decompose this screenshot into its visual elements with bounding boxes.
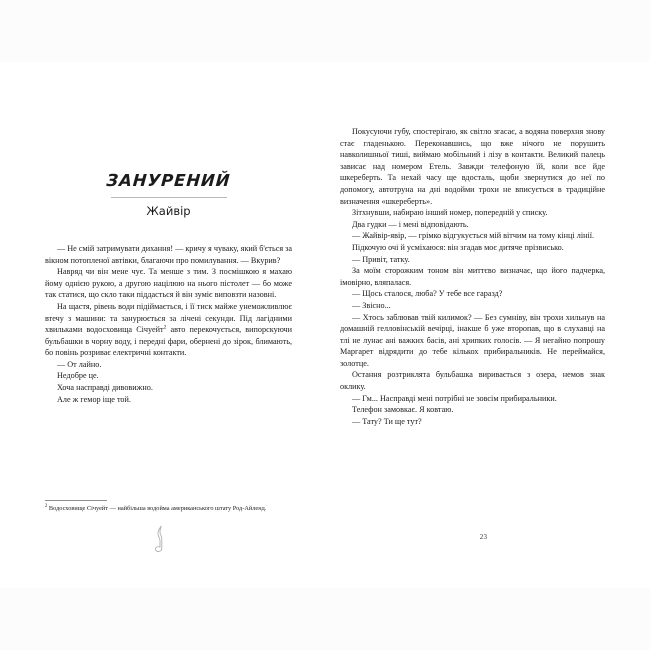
footnote-marker: 2 [45, 503, 48, 509]
footnote-text [45, 505, 292, 514]
footnote-divider [45, 500, 107, 501]
chapter-title: ЗАНУРЕНИЙ [105, 171, 232, 190]
dialogue-line: — Гм... Насправді мені потрібні не зовсім прибиральники. [352, 393, 557, 403]
chapter-divider [111, 197, 227, 198]
dialogue-line: — Жайвір-явір, — грімко відгукується мій вітчим на тому кінці лінії. [352, 231, 595, 241]
dialogue-line: Хоча насправді дивовижно. [57, 383, 153, 393]
paragraph [45, 301, 292, 359]
paragraph: Телефон замовкає. Я ковтаю. [352, 405, 454, 415]
footnote-block [45, 500, 292, 514]
dialogue-line: Недобре це. [57, 371, 99, 381]
paragraph: Два гудки — і мені відповідають. [352, 219, 469, 229]
paragraph: Покусуючи губу, спостерігаю, як світло згасає, а водяна поверхня знову стає гладенькою. Переконавшись, що вже нічого не порушить навколишньої тиші, виймаю мобільний і лізу в контакти. Великий палець зависає над номером Етель. Завжди телефоную їй, коли все йде шкереберть. Та нехай часу ще вдосталь, щоби звернутися до неї по допомогу, автотруна на дні водойми трохи не вписується в традиційне визначення «шкереберть». [340, 127, 605, 206]
paragraph-text: На щастя, рівень води підіймається, і її тиск майже унеможливлює втечу з машини: та занурюється за лічені секунди. Під лагідними хвильками водосховища Січуейт [45, 301, 292, 335]
right-page [325, 0, 650, 650]
dialogue-line: — Тату? Ти ще тут? [352, 416, 422, 426]
left-page-body [45, 243, 292, 405]
paragraph: — Не смій затримувати дихання! — кричу я чуваку, який б'ється за вікном потопленої автівки, благаючи про помилування. — Вкурив? [45, 243, 293, 265]
dialogue-line: — Щось сталося, люба? У тебе все гаразд? [352, 289, 503, 299]
page-number: 23 [479, 533, 488, 541]
paragraph: Навряд чи він мене чує. Та менше з тим. З посмішкою я махаю йому однією рукою, а другою націлюю на нього пістолет — бо може так статися, що скло таки піддасться й він зуміє виповзти назовні. [45, 267, 292, 300]
footnote-reference[interactable]: 2 [163, 324, 167, 331]
paragraph: Зітхнувши, набираю інший номер, попередній у списку. [352, 208, 548, 218]
dialogue-line: — Хтось заблював твій килимок? — Без сумніву, він трохи хильнув на домашній гелловінській вечірці, інакше б уже второпав, що в слухавці на тлі не лунає ані важких басів, ані хрипких голосів. — Я негайно попрошу Маргарет відрядити до тебе кількох прибиральників. Не переймайся, золотце. [340, 312, 605, 368]
paragraph: За моїм сторожким тоном він миттєво визначає, що його падчерка, імовірно, вляпалася. [340, 266, 605, 287]
paragraph-text-continued: авто перекочується, випорскуючи бульбашки в чорну воду, і передні фари, обернені до зірок, блимають, бо повінь розриває електричні контакти. [45, 325, 292, 358]
dialogue-line: Але ж гемор іще той. [57, 394, 131, 404]
right-page-body [340, 0, 605, 427]
eighth-note-icon [0, 524, 325, 559]
dialogue-line: — Звісно... [352, 300, 391, 310]
chapter-header [45, 172, 292, 219]
footnote-body: Водосховище Січуейт — найбільша водойма американського штату Род-Айленд. [48, 505, 267, 512]
chapter-author: Жайвір [146, 204, 191, 219]
dialogue-line: — Привіт, татку. [352, 254, 410, 264]
paragraph: Остання розтриклята бульбашка виривається з озера, немов знак оклику. [340, 370, 605, 392]
dialogue-line: — От лайно. [57, 359, 102, 369]
paragraph: Підкочую очі й усміхаюся: він згадав моє дитяче прізвисько. [352, 242, 564, 252]
